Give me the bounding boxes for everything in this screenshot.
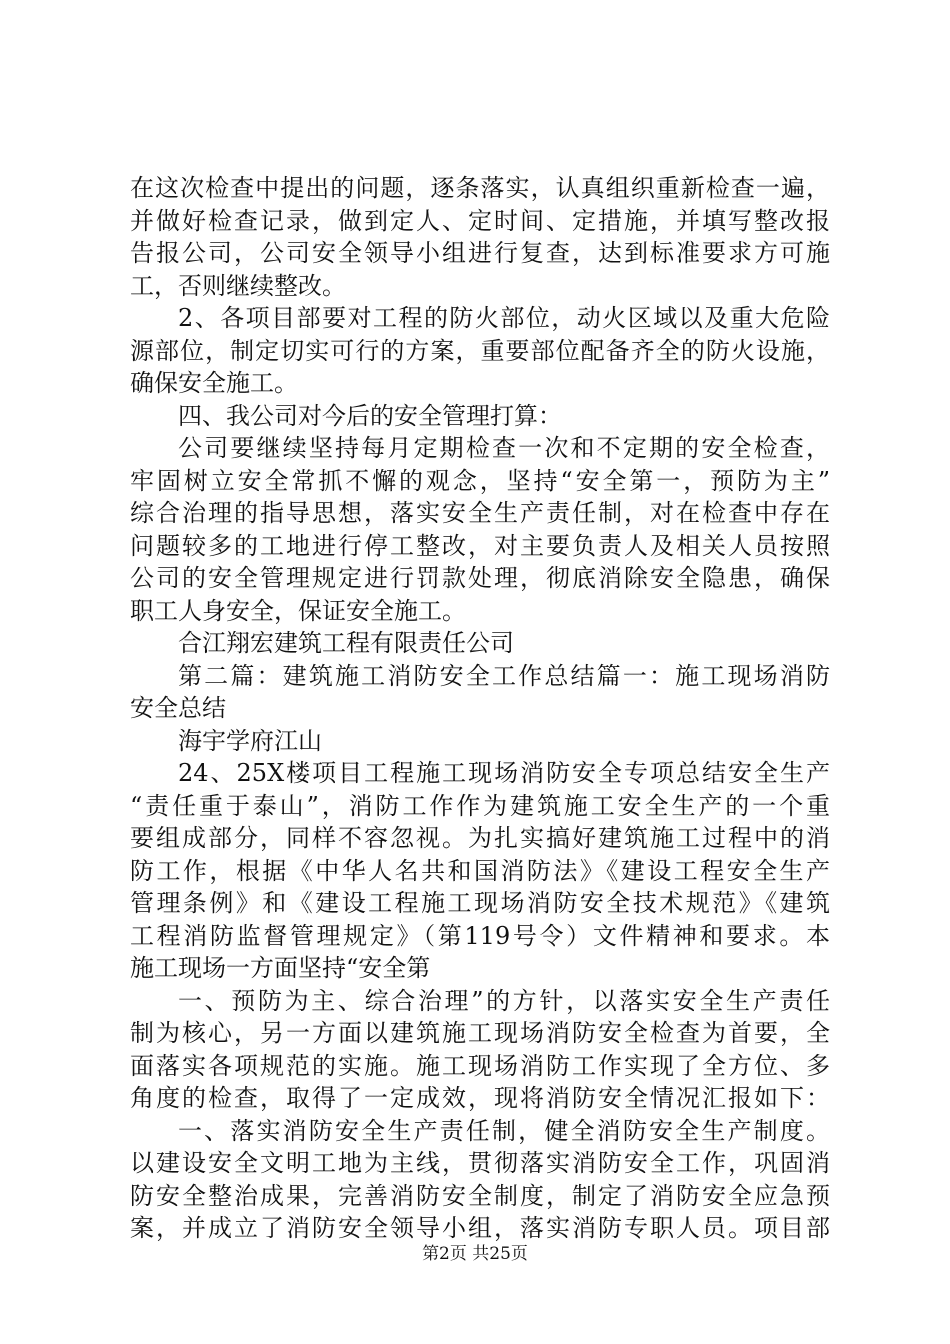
text-line: 防安全整治成果，完善消防安全制度，制定了消防安全应急预 <box>130 1181 830 1210</box>
text-line: 一、预防为主、综合治理”的方针，以落实安全生产责任 <box>178 986 830 1015</box>
text-line: 在这次检查中提出的问题，逐条落实，认真组织重新检查一遍， <box>130 174 830 202</box>
text-line: 源部位，制定切实可行的方案，重要部位配备齐全的防火设施， <box>130 336 830 365</box>
text-line: 2、各项目部要对工程的防火部位，动火区域以及重大危险 <box>178 304 830 332</box>
page-footer: 第2页 共25页 <box>422 1244 528 1264</box>
text-line: 面落实各项规范的实施。施工现场消防工作实现了全方位、多 <box>130 1051 830 1080</box>
text-line: 牢固树立安全常抓不懈的观念，坚持“安全第一，预防为主” <box>130 466 830 495</box>
text-line: 24、25X楼项目工程施工现场消防安全专项总结安全生产 <box>178 759 830 787</box>
text-line: 告报公司，公司安全领导小组进行复查，达到标准要求方可施 <box>130 239 830 267</box>
text-line: 安全总结 <box>130 694 226 722</box>
text-line: 合江翔宏建筑工程有限责任公司 <box>178 629 514 657</box>
text-line: 一、落实消防安全生产责任制，健全消防安全生产制度。 <box>178 1116 830 1145</box>
text-line: 角度的检查，取得了一定成效，现将消防安全情况汇报如下： <box>130 1084 830 1112</box>
text-line: 职工人身安全，保证安全施工。 <box>130 596 466 625</box>
text-line: 防工作，根据《中华人名共和国消防法》《建设工程安全生产 <box>130 856 830 885</box>
text-line: 工，否则继续整改。 <box>130 271 346 300</box>
text-line: 施工现场一方面坚持“安全第 <box>130 954 431 982</box>
text-line: 公司的安全管理规定进行罚款处理，彻底消除安全隐患，确保 <box>130 564 830 592</box>
text-line: 第二篇：建筑施工消防安全工作总结篇一：施工现场消防 <box>178 661 830 690</box>
text-line: 海宇学府江山 <box>178 726 322 755</box>
text-line: “责任重于泰山”，消防工作作为建筑施工安全生产的一个重 <box>130 791 830 820</box>
text-line: 公司要继续坚持每月定期检查一次和不定期的安全检查， <box>178 434 830 462</box>
text-line: 以建设安全文明工地为主线，贯彻落实消防安全工作，巩固消 <box>130 1149 830 1177</box>
text-line: 确保安全施工。 <box>130 369 298 397</box>
text-line: 综合治理的指导思想，落实安全生产责任制，对在检查中存在 <box>130 499 830 527</box>
text-line: 工程消防监督管理规定》（第119号令）文件精神和要求。本 <box>130 921 830 950</box>
text-line: 管理条例》和《建设工程施工现场消防安全技术规范》《建筑 <box>130 889 830 917</box>
document-body <box>130 172 830 1245</box>
text-line: 问题较多的工地进行停工整改，对主要负责人及相关人员按照 <box>130 531 830 560</box>
text-line: 四、我公司对今后的安全管理打算： <box>178 401 562 430</box>
text-line: 制为核心，另一方面以建筑施工现场消防安全检查为首要，全 <box>130 1019 830 1047</box>
text-line: 要组成部分，同样不容忽视。为扎实搞好建筑施工过程中的消 <box>130 824 830 852</box>
text-line: 并做好检查记录，做到定人、定时间、定措施，并填写整改报 <box>130 206 830 235</box>
text-line: 案，并成立了消防安全领导小组，落实消防专职人员。项目部 <box>130 1214 830 1242</box>
